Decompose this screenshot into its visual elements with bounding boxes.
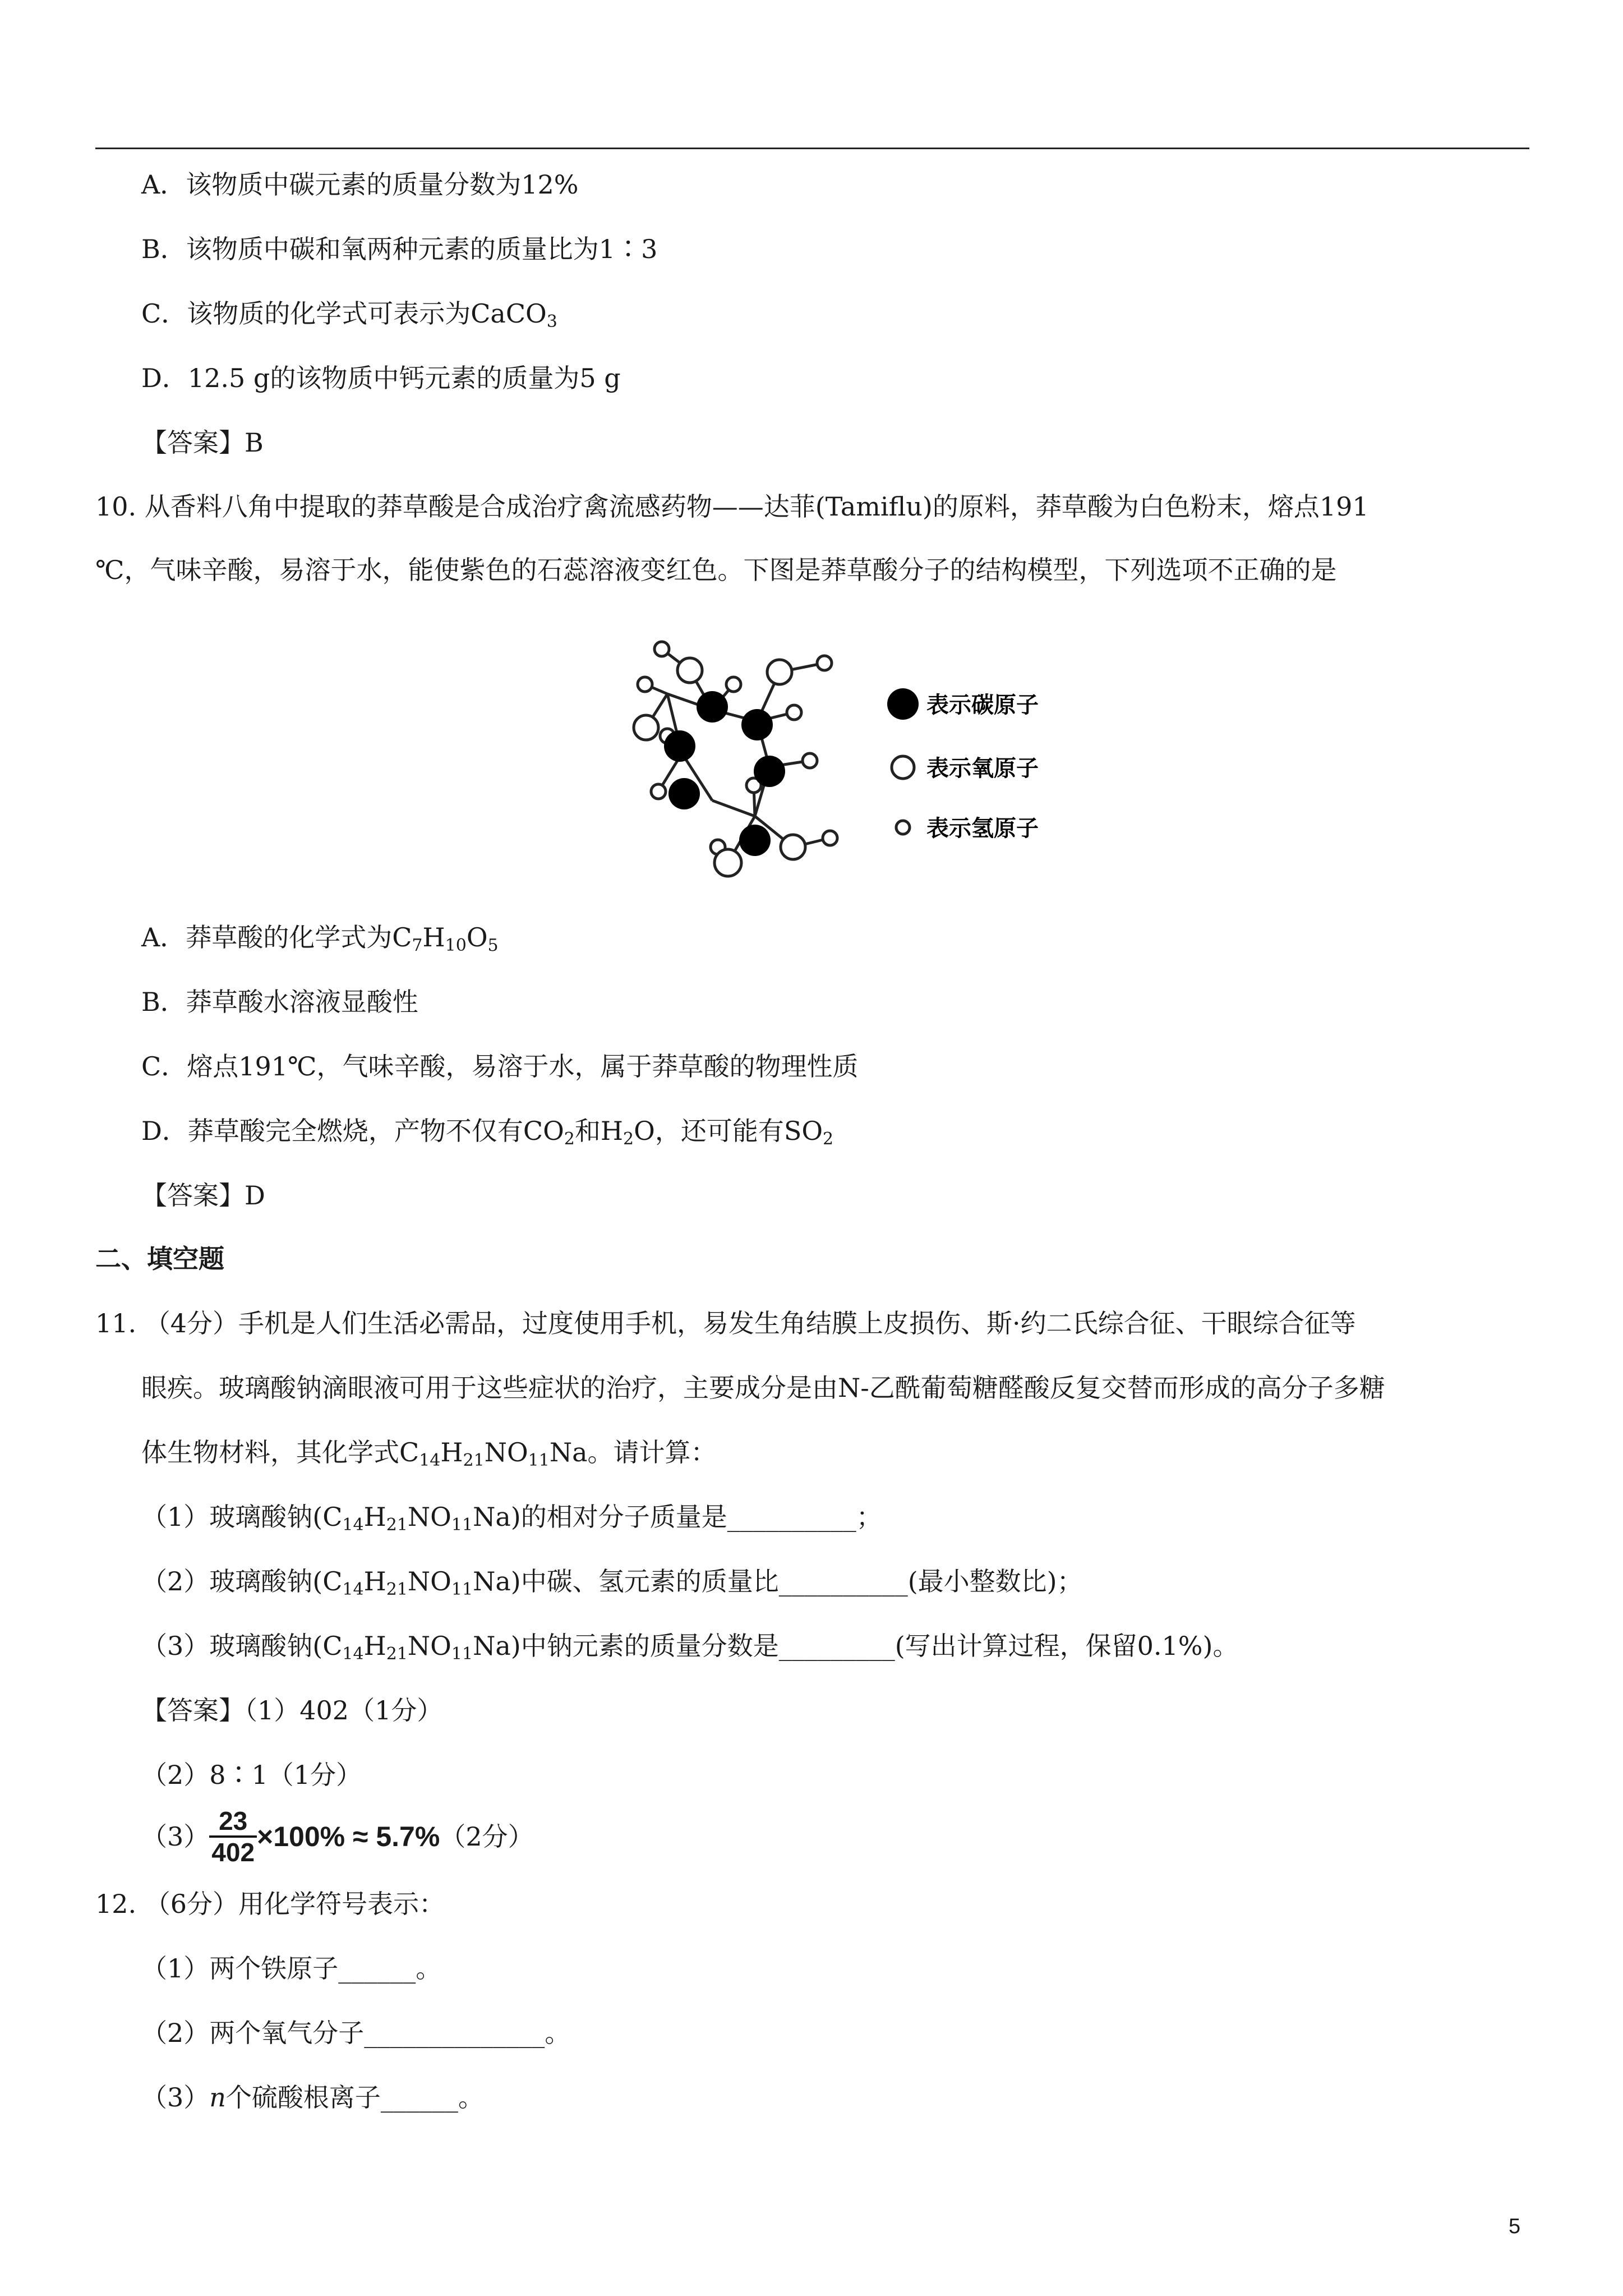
molecule-structure-diagram: [611, 628, 1116, 886]
q11-line3-suffix: Na。请计算：: [549, 1437, 717, 1467]
q11-line3-h: H: [440, 1437, 463, 1467]
q10-stem-line2: ℃，气味辛酸，易溶于水，能使紫色的石蕊溶液变红色。下图是莽草酸分子的结构模型，下列选项不正确的是: [95, 555, 1337, 585]
q10-option-d-sub2: 2: [623, 1129, 634, 1149]
fraction-numerator: 23: [209, 1806, 257, 1838]
q10-option-a-o: O: [466, 922, 488, 953]
q12-part3-suffix: 个硫酸根离子______。: [225, 2082, 484, 2113]
q10-option-d: [141, 1114, 833, 1148]
q11-line3-text: 体生物材料，其化学式C: [141, 1437, 419, 1467]
q11-part1-sub-h: 21: [386, 1515, 408, 1535]
q11-part2-text: （2）玻璃酸钠(C: [141, 1566, 343, 1596]
q11-line3-sub-c: 14: [419, 1451, 441, 1470]
q11-line3-sub-h: 21: [463, 1451, 485, 1470]
q11-line3-no: NO: [484, 1437, 528, 1467]
q9-option-d: D．12.5 g的该物质中钙元素的质量为5 g: [141, 363, 621, 393]
q11-part1-sub-c: 14: [342, 1515, 364, 1535]
q10-answer: 【答案】D: [141, 1180, 265, 1211]
q10-option-d-text3: O，还可能有SO: [634, 1116, 823, 1146]
q10-option-a-sub2: 10: [445, 936, 467, 955]
legend-carbon-marker: [887, 688, 919, 720]
fraction: [209, 1806, 257, 1867]
section-title: 二、填空题: [95, 1244, 224, 1274]
q10-stem-line1: 10. 从香料八角中提取的莽草酸是合成治疗禽流感药物——达菲(Tamiflu)的原料，莽草酸为白色粉末，熔点191: [95, 491, 1369, 522]
q10-option-a-sub3: 5: [487, 936, 499, 955]
q11-stem-line3: [141, 1435, 717, 1470]
legend-oxygen-label: 表示氧原子: [926, 756, 1039, 781]
q11-part1-no: NO: [407, 1502, 451, 1532]
q11-part3-sub-c: 14: [342, 1644, 364, 1664]
q11-part1-sub-o: 11: [451, 1515, 473, 1535]
q12-part3-text: （3）: [141, 2082, 210, 2113]
q11-stem-line2: 眼疾。玻璃酸钠滴眼液可用于这些症状的治疗，主要成分是由N-乙酰葡萄糖醛酸反复交替而形成的高分子多糖: [141, 1373, 1385, 1403]
q11-answer2: （2）8∶1（1分）: [141, 1760, 362, 1790]
q9-option-c-sub: 3: [546, 312, 557, 332]
q11-part3: [141, 1628, 1238, 1663]
q11-part1-suffix: Na)的相对分子质量是__________；: [473, 1502, 882, 1532]
q11-answer1: 【答案】（1）402（1分）: [141, 1695, 443, 1726]
q11-answer3-suffix: （2分）: [440, 1821, 534, 1852]
q12-part2: （2）两个氧气分子______________。: [141, 2018, 571, 2048]
q11-part2-suffix: Na)中碳、氢元素的质量比__________(最小整数比)；: [473, 1566, 1083, 1596]
q11-answer3: [141, 1801, 534, 1870]
q12-stem: 12. （6分）用化学符号表示：: [95, 1889, 445, 1919]
q10-option-b: B．莽草酸水溶液显酸性: [141, 987, 418, 1017]
q11-part2-sub-o: 11: [451, 1580, 473, 1599]
q10-option-d-sub3: 2: [823, 1129, 834, 1149]
q9-option-b: B．该物质中碳和氧两种元素的质量比为1∶3: [141, 234, 658, 264]
q11-part2: [141, 1564, 1083, 1599]
legend-hydrogen-label: 表示氢原子: [926, 816, 1039, 841]
page-number: 5: [1509, 2215, 1521, 2238]
q11-part3-h: H: [363, 1631, 386, 1661]
q11-line3-sub-o: 11: [528, 1451, 550, 1470]
q9-option-c-text: C．该物质的化学式可表示为CaCO: [141, 298, 547, 329]
legend-oxygen-marker: [892, 756, 914, 779]
legend: [887, 688, 1039, 841]
q10-option-a-text: A．莽草酸的化学式为C: [141, 922, 412, 953]
q11-answer3-prefix: （3）: [141, 1821, 210, 1852]
header-rule: [95, 148, 1529, 149]
q11-stem-line1: 11. （4分）手机是人们生活必需品，过度使用手机，易发生角结膜上皮损伤、斯·约二氏综合征、干眼综合征等: [95, 1308, 1356, 1338]
q11-part2-no: NO: [407, 1566, 451, 1596]
q11-part2-sub-c: 14: [342, 1580, 364, 1599]
q10-option-c: C．熔点191℃，气味辛酸，易溶于水，属于莽草酸的物理性质: [141, 1051, 859, 1082]
legend-hydrogen-marker: [896, 821, 910, 834]
q12-part1: （1）两个铁原子______。: [141, 1953, 442, 1984]
q11-part2-h: H: [363, 1566, 386, 1596]
q9-answer: 【答案】B: [141, 427, 264, 458]
q12-part3: [141, 2080, 484, 2115]
q10-option-d-text2: 和H: [574, 1116, 624, 1146]
q10-option-d-sub1: 2: [564, 1129, 575, 1149]
q11-part3-suffix: Na)中钠元素的质量分数是_________(写出计算过程，保留0.1%)。: [473, 1631, 1239, 1661]
fraction-denominator: 402: [211, 1838, 255, 1867]
q11-answer3-formula: ×100% ≈ 5.7%: [257, 1821, 440, 1852]
q10-option-a-sub1: 7: [412, 936, 423, 955]
q9-option-c: [141, 296, 557, 331]
carbon-atoms: [664, 691, 785, 856]
q11-part1-text: （1）玻璃酸钠(C: [141, 1502, 343, 1532]
legend-carbon-label: 表示碳原子: [926, 692, 1039, 718]
q10-option-d-text1: D．莽草酸完全燃烧，产物不仅有CO: [141, 1116, 564, 1146]
q11-part2-sub-h: 21: [386, 1580, 408, 1599]
q11-part3-text: （3）玻璃酸钠(C: [141, 1631, 343, 1661]
q11-part1-h: H: [363, 1502, 386, 1532]
q10-option-a: [141, 920, 499, 955]
q11-part3-sub-h: 21: [386, 1644, 408, 1664]
q11-part3-no: NO: [407, 1631, 451, 1661]
q12-part3-n: n: [209, 2082, 226, 2113]
q11-part3-sub-o: 11: [451, 1644, 473, 1664]
q9-option-a: A．该物质中碳元素的质量分数为12%: [141, 169, 579, 200]
q10-option-a-h: H: [422, 922, 445, 953]
q11-part1: [141, 1499, 882, 1534]
